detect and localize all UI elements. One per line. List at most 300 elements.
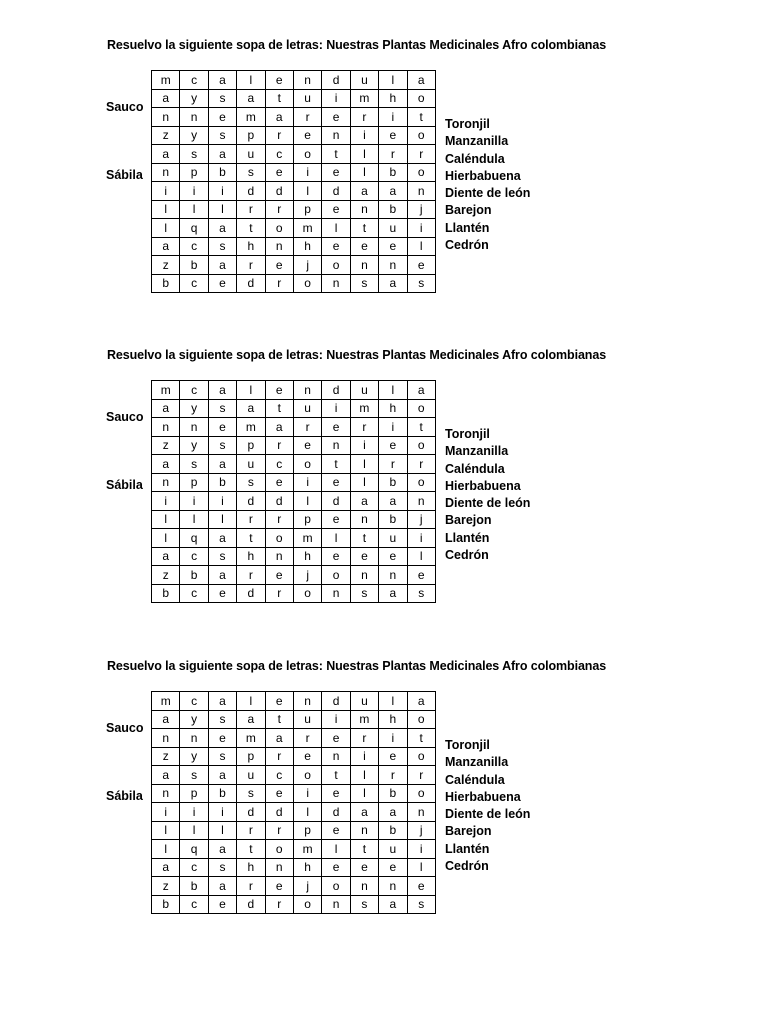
- word-list-item: Cedrón: [445, 859, 489, 874]
- grid-cell: b: [208, 163, 236, 182]
- grid-cell: a: [237, 399, 265, 418]
- grid-cell: c: [180, 274, 208, 293]
- grid-cell: o: [265, 219, 293, 238]
- grid-cell: n: [379, 877, 407, 896]
- grid-cell: e: [379, 547, 407, 566]
- grid-cell: i: [208, 492, 236, 511]
- grid-cell: j: [293, 877, 321, 896]
- grid-row: [152, 821, 436, 840]
- word-list: [445, 737, 530, 875]
- grid-cell: s: [237, 163, 265, 182]
- puzzle-title: Resuelvo la siguiente sopa de letras: Nuestras Plantas Medicinales Afro colombianas: [107, 38, 607, 52]
- grid-cell: t: [350, 840, 378, 859]
- grid-cell: n: [152, 163, 180, 182]
- letter-grid: [151, 691, 436, 914]
- grid-cell: e: [265, 566, 293, 585]
- grid-cell: s: [208, 858, 236, 877]
- grid-cell: l: [379, 71, 407, 90]
- grid-cell: m: [350, 89, 378, 108]
- grid-cell: e: [265, 71, 293, 90]
- grid-cell: n: [293, 71, 321, 90]
- word-list: [445, 116, 530, 254]
- grid-cell: e: [322, 163, 350, 182]
- grid-cell: n: [350, 256, 378, 275]
- grid-cell: a: [265, 108, 293, 127]
- grid-cell: c: [180, 584, 208, 603]
- grid-cell: j: [407, 200, 435, 219]
- grid-cell: l: [293, 182, 321, 201]
- grid-cell: a: [379, 182, 407, 201]
- grid-cell: e: [322, 200, 350, 219]
- grid-cell: p: [180, 473, 208, 492]
- grid-cell: y: [180, 436, 208, 455]
- side-word-sabila: Sábila: [106, 478, 143, 492]
- grid-cell: o: [265, 840, 293, 859]
- grid-cell: e: [322, 108, 350, 127]
- grid-cell: s: [180, 766, 208, 785]
- grid-cell: o: [293, 895, 321, 914]
- grid-cell: r: [293, 418, 321, 437]
- grid-cell: l: [350, 455, 378, 474]
- grid-cell: n: [293, 381, 321, 400]
- grid-cell: m: [237, 418, 265, 437]
- grid-cell: b: [180, 877, 208, 896]
- grid-cell: e: [322, 473, 350, 492]
- grid-cell: e: [293, 126, 321, 145]
- grid-row: [152, 145, 436, 164]
- grid-cell: n: [152, 418, 180, 437]
- grid-cell: m: [152, 381, 180, 400]
- grid-cell: h: [293, 237, 321, 256]
- grid-cell: n: [350, 821, 378, 840]
- grid-row: [152, 237, 436, 256]
- grid-cell: e: [265, 784, 293, 803]
- grid-cell: i: [293, 473, 321, 492]
- grid-cell: u: [379, 219, 407, 238]
- grid-row: [152, 766, 436, 785]
- grid-cell: l: [293, 492, 321, 511]
- grid-cell: r: [237, 510, 265, 529]
- grid-cell: r: [407, 145, 435, 164]
- grid-cell: l: [180, 510, 208, 529]
- grid-cell: l: [152, 840, 180, 859]
- grid-cell: s: [237, 473, 265, 492]
- grid-cell: e: [322, 418, 350, 437]
- grid-row: [152, 436, 436, 455]
- grid-cell: t: [350, 529, 378, 548]
- grid-cell: n: [322, 126, 350, 145]
- grid-cell: a: [152, 89, 180, 108]
- grid-row: [152, 895, 436, 914]
- grid-cell: i: [379, 729, 407, 748]
- grid-cell: s: [237, 784, 265, 803]
- grid-cell: n: [350, 566, 378, 585]
- word-list-item: Diente de león: [445, 807, 531, 822]
- grid-cell: l: [322, 840, 350, 859]
- grid-cell: r: [379, 766, 407, 785]
- grid-cell: l: [237, 381, 265, 400]
- grid-cell: l: [237, 692, 265, 711]
- grid-cell: u: [237, 766, 265, 785]
- grid-row: [152, 784, 436, 803]
- grid-cell: i: [152, 803, 180, 822]
- grid-cell: m: [293, 840, 321, 859]
- grid-row: [152, 840, 436, 859]
- grid-cell: a: [152, 237, 180, 256]
- grid-row: [152, 163, 436, 182]
- grid-cell: s: [208, 710, 236, 729]
- grid-cell: r: [379, 455, 407, 474]
- grid-row: [152, 529, 436, 548]
- grid-cell: d: [322, 71, 350, 90]
- grid-row: [152, 729, 436, 748]
- side-word-sauco: Sauco: [106, 100, 144, 114]
- grid-cell: e: [265, 381, 293, 400]
- grid-cell: p: [237, 747, 265, 766]
- grid-cell: d: [322, 492, 350, 511]
- grid-cell: u: [293, 710, 321, 729]
- word-list-item: Diente de león: [445, 186, 531, 201]
- grid-cell: a: [407, 692, 435, 711]
- grid-cell: u: [379, 529, 407, 548]
- grid-cell: a: [152, 455, 180, 474]
- grid-cell: l: [293, 803, 321, 822]
- grid-cell: l: [350, 163, 378, 182]
- grid-row: [152, 200, 436, 219]
- puzzle-title: Resuelvo la siguiente sopa de letras: Nuestras Plantas Medicinales Afro colombianas: [107, 659, 607, 673]
- grid-cell: j: [407, 821, 435, 840]
- grid-cell: e: [208, 729, 236, 748]
- grid-cell: r: [379, 145, 407, 164]
- grid-cell: e: [322, 547, 350, 566]
- grid-cell: e: [265, 473, 293, 492]
- grid-cell: r: [237, 566, 265, 585]
- grid-cell: e: [208, 584, 236, 603]
- grid-cell: q: [180, 840, 208, 859]
- grid-cell: i: [322, 710, 350, 729]
- grid-cell: u: [237, 145, 265, 164]
- grid-cell: i: [379, 108, 407, 127]
- grid-cell: b: [152, 274, 180, 293]
- grid-cell: m: [237, 729, 265, 748]
- grid-cell: o: [407, 436, 435, 455]
- grid-cell: r: [265, 821, 293, 840]
- grid-cell: u: [293, 89, 321, 108]
- grid-cell: p: [293, 200, 321, 219]
- word-search-puzzle-1: [0, 38, 768, 338]
- grid-cell: s: [208, 399, 236, 418]
- grid-cell: o: [407, 126, 435, 145]
- grid-cell: a: [208, 529, 236, 548]
- grid-cell: i: [350, 747, 378, 766]
- grid-cell: n: [322, 747, 350, 766]
- grid-cell: b: [379, 473, 407, 492]
- grid-cell: l: [379, 692, 407, 711]
- grid-cell: e: [379, 436, 407, 455]
- grid-cell: o: [407, 710, 435, 729]
- grid-row: [152, 547, 436, 566]
- grid-cell: i: [293, 163, 321, 182]
- grid-row: [152, 418, 436, 437]
- grid-cell: a: [265, 729, 293, 748]
- grid-cell: r: [265, 895, 293, 914]
- word-list-item: Llantén: [445, 841, 490, 856]
- grid-cell: a: [208, 256, 236, 275]
- grid-cell: y: [180, 89, 208, 108]
- grid-cell: m: [293, 529, 321, 548]
- grid-cell: z: [152, 877, 180, 896]
- grid-row: [152, 455, 436, 474]
- grid-cell: t: [407, 729, 435, 748]
- grid-cell: s: [350, 274, 378, 293]
- grid-row: [152, 274, 436, 293]
- grid-cell: e: [293, 747, 321, 766]
- grid-cell: l: [379, 381, 407, 400]
- grid-cell: e: [407, 877, 435, 896]
- grid-cell: i: [208, 803, 236, 822]
- grid-cell: h: [293, 547, 321, 566]
- grid-cell: l: [180, 200, 208, 219]
- grid-cell: t: [237, 840, 265, 859]
- word-list-item: Caléndula: [445, 151, 505, 166]
- grid-cell: r: [265, 274, 293, 293]
- grid-cell: d: [237, 895, 265, 914]
- grid-cell: r: [265, 747, 293, 766]
- grid-cell: a: [379, 803, 407, 822]
- grid-cell: c: [180, 895, 208, 914]
- grid-cell: n: [350, 510, 378, 529]
- grid-cell: u: [237, 455, 265, 474]
- grid-cell: y: [180, 710, 208, 729]
- grid-cell: e: [265, 163, 293, 182]
- grid-cell: c: [180, 547, 208, 566]
- grid-cell: n: [407, 803, 435, 822]
- grid-cell: a: [407, 71, 435, 90]
- grid-cell: n: [152, 784, 180, 803]
- grid-cell: o: [322, 877, 350, 896]
- grid-cell: r: [265, 584, 293, 603]
- grid-cell: h: [293, 858, 321, 877]
- grid-cell: r: [350, 729, 378, 748]
- grid-cell: d: [322, 692, 350, 711]
- word-list-item: Caléndula: [445, 461, 505, 476]
- letter-grid: [151, 380, 436, 603]
- grid-cell: h: [379, 399, 407, 418]
- grid-cell: n: [152, 108, 180, 127]
- grid-cell: o: [322, 256, 350, 275]
- grid-cell: z: [152, 436, 180, 455]
- grid-cell: b: [180, 256, 208, 275]
- grid-cell: l: [407, 547, 435, 566]
- grid-cell: t: [322, 145, 350, 164]
- grid-cell: l: [152, 219, 180, 238]
- word-list-item: Cedrón: [445, 548, 489, 563]
- grid-cell: e: [265, 256, 293, 275]
- grid-cell: c: [180, 237, 208, 256]
- word-list-item: Toronjil: [445, 738, 490, 752]
- grid-cell: n: [293, 692, 321, 711]
- word-list-item: Barejon: [445, 824, 492, 839]
- grid-cell: o: [322, 566, 350, 585]
- grid-cell: j: [407, 510, 435, 529]
- grid-cell: n: [350, 200, 378, 219]
- grid-cell: p: [237, 126, 265, 145]
- grid-cell: n: [180, 418, 208, 437]
- grid-cell: j: [293, 256, 321, 275]
- grid-cell: a: [379, 584, 407, 603]
- grid-cell: u: [379, 840, 407, 859]
- grid-cell: a: [152, 399, 180, 418]
- grid-cell: s: [350, 584, 378, 603]
- grid-cell: c: [180, 692, 208, 711]
- grid-cell: i: [293, 784, 321, 803]
- grid-cell: a: [379, 895, 407, 914]
- grid-cell: l: [237, 71, 265, 90]
- grid-cell: a: [208, 877, 236, 896]
- grid-cell: d: [237, 182, 265, 201]
- grid-cell: n: [322, 436, 350, 455]
- grid-cell: e: [350, 858, 378, 877]
- side-word-sabila: Sábila: [106, 168, 143, 182]
- grid-cell: l: [152, 821, 180, 840]
- word-list-item: Toronjil: [445, 117, 490, 131]
- grid-cell: r: [407, 766, 435, 785]
- grid-cell: i: [350, 126, 378, 145]
- grid-row: [152, 182, 436, 201]
- grid-cell: b: [379, 163, 407, 182]
- grid-cell: i: [180, 803, 208, 822]
- grid-cell: i: [180, 182, 208, 201]
- word-list-item: Caléndula: [445, 772, 505, 787]
- grid-cell: e: [379, 237, 407, 256]
- grid-cell: t: [322, 766, 350, 785]
- grid-cell: l: [322, 529, 350, 548]
- grid-cell: i: [208, 182, 236, 201]
- grid-cell: l: [152, 510, 180, 529]
- grid-cell: o: [407, 784, 435, 803]
- grid-cell: n: [265, 547, 293, 566]
- word-list-item: Hierbabuena: [445, 789, 521, 804]
- grid-cell: i: [407, 219, 435, 238]
- grid-cell: l: [208, 200, 236, 219]
- grid-cell: u: [350, 71, 378, 90]
- grid-row: [152, 256, 436, 275]
- grid-cell: s: [407, 274, 435, 293]
- grid-cell: o: [293, 145, 321, 164]
- grid-cell: c: [265, 455, 293, 474]
- grid-cell: r: [237, 877, 265, 896]
- word-list-item: Toronjil: [445, 427, 490, 441]
- grid-cell: a: [152, 858, 180, 877]
- grid-cell: i: [322, 89, 350, 108]
- grid-cell: i: [407, 529, 435, 548]
- grid-cell: n: [180, 729, 208, 748]
- grid-cell: o: [407, 473, 435, 492]
- grid-cell: s: [180, 145, 208, 164]
- word-list-item: Manzanilla: [445, 444, 509, 459]
- grid-cell: b: [379, 821, 407, 840]
- grid-cell: t: [407, 108, 435, 127]
- grid-cell: d: [265, 182, 293, 201]
- grid-cell: z: [152, 126, 180, 145]
- grid-cell: m: [237, 108, 265, 127]
- grid-cell: r: [293, 108, 321, 127]
- grid-cell: s: [180, 455, 208, 474]
- grid-cell: u: [350, 692, 378, 711]
- grid-cell: u: [350, 381, 378, 400]
- grid-cell: b: [152, 895, 180, 914]
- grid-cell: l: [350, 784, 378, 803]
- grid-cell: p: [237, 436, 265, 455]
- word-list-item: Barejon: [445, 513, 492, 528]
- grid-row: [152, 566, 436, 585]
- grid-cell: e: [379, 858, 407, 877]
- grid-cell: s: [350, 895, 378, 914]
- grid-cell: p: [180, 784, 208, 803]
- grid-cell: p: [293, 510, 321, 529]
- letter-grid: [151, 70, 436, 293]
- grid-cell: t: [322, 455, 350, 474]
- grid-row: [152, 473, 436, 492]
- grid-cell: n: [322, 584, 350, 603]
- grid-cell: a: [237, 710, 265, 729]
- grid-cell: p: [180, 163, 208, 182]
- grid-cell: h: [379, 89, 407, 108]
- grid-cell: n: [322, 895, 350, 914]
- word-list-item: Manzanilla: [445, 755, 509, 770]
- word-list-item: Hierbabuena: [445, 478, 521, 493]
- grid-row: [152, 492, 436, 511]
- grid-cell: a: [407, 381, 435, 400]
- grid-cell: t: [350, 219, 378, 238]
- grid-row: [152, 381, 436, 400]
- grid-cell: z: [152, 566, 180, 585]
- grid-cell: c: [180, 381, 208, 400]
- grid-cell: l: [152, 529, 180, 548]
- grid-cell: s: [407, 895, 435, 914]
- grid-cell: e: [322, 510, 350, 529]
- grid-cell: s: [208, 747, 236, 766]
- grid-cell: s: [208, 436, 236, 455]
- grid-cell: h: [237, 237, 265, 256]
- grid-row: [152, 126, 436, 145]
- grid-cell: n: [407, 492, 435, 511]
- grid-cell: l: [350, 145, 378, 164]
- grid-cell: y: [180, 399, 208, 418]
- grid-cell: r: [350, 418, 378, 437]
- grid-cell: o: [293, 584, 321, 603]
- grid-cell: b: [379, 510, 407, 529]
- grid-cell: r: [237, 821, 265, 840]
- grid-cell: s: [208, 126, 236, 145]
- grid-cell: e: [265, 692, 293, 711]
- grid-cell: m: [152, 692, 180, 711]
- word-list-item: Diente de león: [445, 496, 531, 511]
- grid-cell: d: [265, 492, 293, 511]
- grid-cell: a: [237, 89, 265, 108]
- grid-cell: l: [350, 473, 378, 492]
- grid-cell: i: [350, 436, 378, 455]
- grid-cell: d: [237, 584, 265, 603]
- grid-cell: a: [152, 766, 180, 785]
- grid-cell: b: [208, 784, 236, 803]
- word-list-item: Manzanilla: [445, 134, 509, 149]
- grid-cell: q: [180, 529, 208, 548]
- grid-cell: e: [322, 858, 350, 877]
- grid-cell: i: [407, 840, 435, 859]
- grid-row: [152, 108, 436, 127]
- grid-row: [152, 71, 436, 90]
